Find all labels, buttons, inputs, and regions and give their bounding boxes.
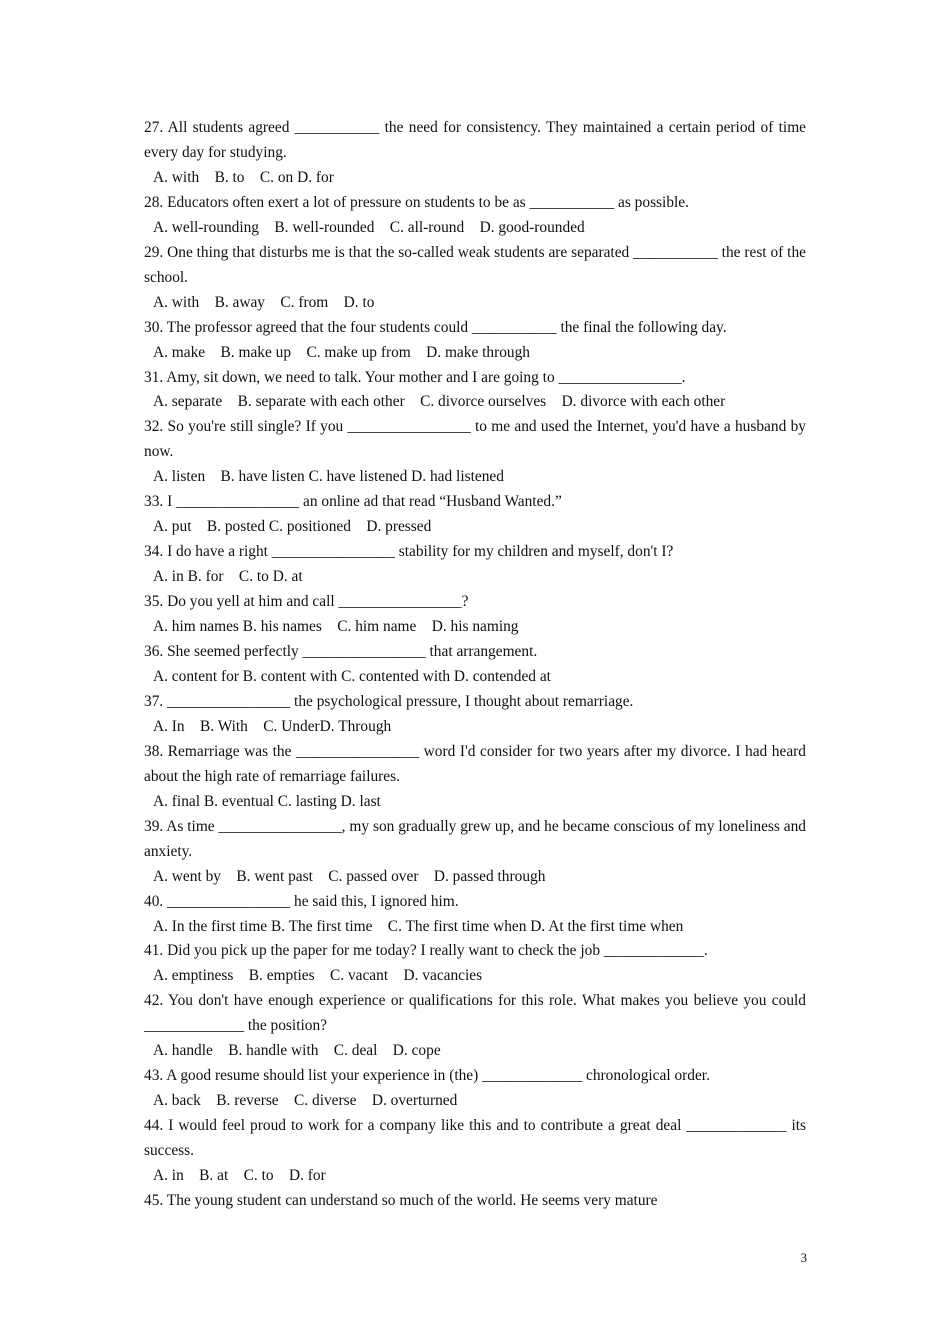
options-36: A. content for B. content with C. contented with D. contended at <box>153 667 551 685</box>
options-30: A. make B. make up C. make up from D. make through <box>153 343 530 361</box>
question-32: 32. So you're still single? If you ________________ to me and used the Internet, you'd have a husband by now. <box>144 418 806 461</box>
page-number: 3 <box>800 1250 807 1265</box>
question-39: 39. As time ________________, my son gradually grew up, and he became conscious of my loneliness and anxiety. <box>144 817 806 860</box>
question-list <box>144 116 806 1214</box>
question-40: 40. ________________ he said this, I ignored him. <box>144 892 459 910</box>
question-27: 27. All students agreed ___________ the need for consistency. They maintained a certain period of time every day for studying. <box>144 119 806 161</box>
options-42: A. handle B. handle with C. deal D. cope <box>153 1042 441 1060</box>
options-38: A. final B. eventual C. lasting D. last <box>153 792 381 810</box>
question-45: 45. The young student can understand so much of the world. He seems very mature <box>144 1191 658 1209</box>
question-30: 30. The professor agreed that the four students could ___________ the final the following day. <box>144 318 727 336</box>
question-33: 33. I ________________ an online ad that read “Husband Wanted.” <box>144 493 562 511</box>
options-27: A. with B. to C. on D. for <box>153 168 334 186</box>
question-35: 35. Do you yell at him and call ________________? <box>144 593 469 611</box>
question-31: 31. Amy, sit down, we need to talk. Your mother and I are going to ________________. <box>144 368 686 386</box>
question-29: 29. One thing that disturbs me is that the so-called weak students are separated ___________ the rest of the school. <box>144 243 806 286</box>
question-36: 36. She seemed perfectly ________________ that arrangement. <box>144 643 538 661</box>
options-34: A. in B. for C. to D. at <box>153 568 303 586</box>
options-44: A. in B. at C. to D. for <box>153 1167 326 1185</box>
question-28: 28. Educators often exert a lot of pressure on students to be as ___________ as possible. <box>144 193 689 211</box>
options-29: A. with B. away C. from D. to <box>153 293 375 311</box>
options-32: A. listen B. have listen C. have listened D. had listened <box>153 468 504 486</box>
options-28: A. well-rounding B. well-rounded C. all-round D. good-rounded <box>153 218 585 236</box>
options-35: A. him names B. his names C. him name D. his naming <box>153 618 519 636</box>
options-40: A. In the first time B. The first time C. The first time when D. At the first time when <box>153 917 684 935</box>
question-41: 41. Did you pick up the paper for me today? I really want to check the job _____________. <box>144 942 708 960</box>
options-43: A. back B. reverse C. diverse D. overturned <box>153 1092 458 1110</box>
question-43: 43. A good resume should list your experience in (the) _____________ chronological order. <box>144 1067 710 1085</box>
options-37: A. In B. With C. UnderD. Through <box>153 717 392 735</box>
question-34: 34. I do have a right ________________ stability for my children and myself, don't I? <box>144 543 674 561</box>
options-31: A. separate B. separate with each other C. divorce ourselves D. divorce with each other <box>153 393 726 411</box>
options-41: A. emptiness B. empties C. vacant D. vacancies <box>153 967 483 985</box>
question-42: 42. You don't have enough experience or qualifications for this role. What makes you believe you could _____________ the position? <box>144 992 806 1035</box>
question-44: 44. I would feel proud to work for a company like this and to contribute a great deal _____________ its success. <box>144 1117 806 1160</box>
options-33: A. put B. posted C. positioned D. pressed <box>153 518 432 536</box>
options-39: A. went by B. went past C. passed over D. passed through <box>153 867 546 885</box>
question-38: 38. Remarriage was the ________________ word I'd consider for two years after my divorce. I had heard about the high rate of remarriage failures. <box>144 742 806 785</box>
question-37: 37. ________________ the psychological pressure, I thought about remarriage. <box>144 692 634 710</box>
